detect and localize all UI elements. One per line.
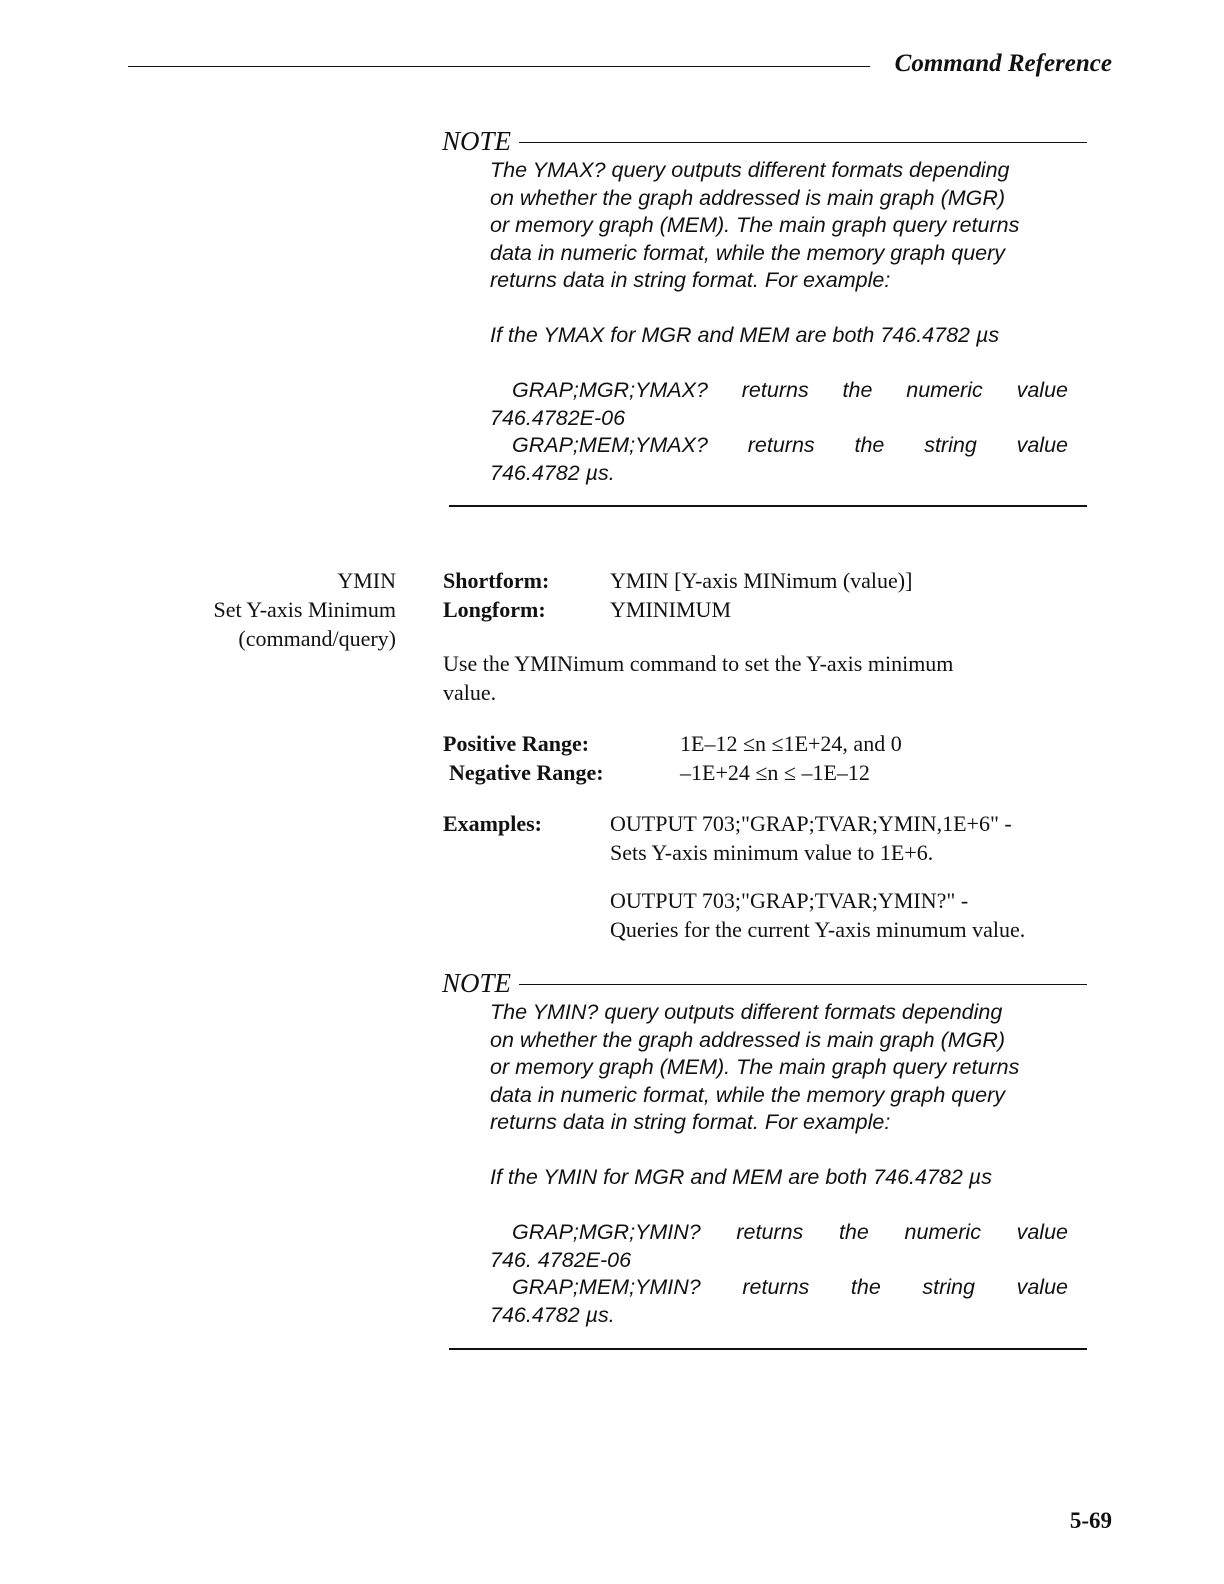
note-body <box>490 999 1068 1137</box>
command-name: YMIN <box>337 568 396 593</box>
running-header: Command Reference <box>894 50 1112 77</box>
longform-value: YMINIMUM <box>610 597 731 622</box>
command-margin-heading <box>213 566 396 653</box>
note-examples <box>490 377 1068 487</box>
note-line: on whether the graph addressed is main graph (MGR) <box>490 1027 1006 1052</box>
example-line: GRAP;MGR;YMAX? returns the numeric value <box>512 378 1068 402</box>
note-heading <box>442 968 1087 1002</box>
note-line: returns data in string format. For example: <box>490 268 891 292</box>
page-number: 5-69 <box>1069 1508 1112 1533</box>
example-description: Sets Y-axis minimum value to 1E+6. <box>610 840 934 865</box>
description-line: value. <box>443 680 497 705</box>
note-end-rule <box>449 505 1087 507</box>
example-line: 746.4782E-06 <box>490 405 626 430</box>
example-line: GRAP;MEM;YMIN? returns the string value <box>512 1275 1068 1299</box>
example-line: GRAP;MEM;YMAX? returns the string value <box>512 433 1068 457</box>
note-line: or memory graph (MEM). The main graph query returns <box>490 213 1020 237</box>
negative-range-label: Negative Range: <box>449 760 604 785</box>
example-line: 746.4782 µs. <box>490 1302 615 1327</box>
examples-label: Examples: <box>443 811 542 836</box>
note-rule <box>442 984 1087 985</box>
note-label: NOTE <box>442 968 519 998</box>
example-intro-text: If the YMIN for MGR and MEM are both 746.4782 µs <box>490 1165 992 1189</box>
shortform-value: YMIN [Y-axis MINimum (value)] <box>610 568 913 593</box>
example-code: OUTPUT 703;"GRAP;TVAR;YMIN?" - <box>610 888 969 913</box>
description-line: Use the YMINimum command to set the Y-axis minimum <box>443 651 954 676</box>
longform-label: Longform: <box>443 597 546 622</box>
example-code: OUTPUT 703;"GRAP;TVAR;YMIN,1E+6" - <box>610 811 1012 836</box>
positive-range-value: 1E–12 ≤n ≤1E+24, and 0 <box>680 731 902 756</box>
example-description: Queries for the current Y-axis minumum value. <box>610 917 1026 942</box>
note-rule <box>442 142 1087 143</box>
note-line: The YMAX? query outputs different formats depending <box>490 158 1010 182</box>
note-example-intro <box>490 1164 1068 1192</box>
command-title: Set Y-axis Minimum <box>213 597 396 622</box>
note-line: or memory graph (MEM). The main graph query returns <box>490 1055 1020 1079</box>
note-label: NOTE <box>442 126 519 156</box>
example-intro-text: If the YMAX for MGR and MEM are both 746.4782 µs <box>490 323 1000 347</box>
example-line: GRAP;MGR;YMIN? returns the numeric value <box>512 1220 1068 1244</box>
note-line: data in numeric format, while the memory graph query <box>490 240 1006 265</box>
note-body <box>490 157 1068 295</box>
header-rule <box>128 66 870 67</box>
note-end-rule <box>449 1348 1087 1350</box>
note-line: on whether the graph addressed is main graph (MGR) <box>490 185 1006 210</box>
note-line: data in numeric format, while the memory graph query <box>490 1082 1006 1107</box>
note-examples <box>490 1219 1068 1329</box>
note-line: The YMIN? query outputs different formats depending <box>490 1000 1003 1024</box>
positive-range-label: Positive Range: <box>443 731 590 756</box>
example-line: 746. 4782E-06 <box>490 1247 632 1272</box>
example-line: 746.4782 µs. <box>490 460 615 485</box>
note-heading <box>442 126 1087 160</box>
note-example-intro <box>490 322 1068 350</box>
shortform-label: Shortform: <box>443 568 550 593</box>
command-type: (command/query) <box>238 626 396 651</box>
note-line: returns data in string format. For example: <box>490 1110 891 1134</box>
negative-range-value: –1E+24 ≤n ≤ –1E–12 <box>680 760 870 785</box>
